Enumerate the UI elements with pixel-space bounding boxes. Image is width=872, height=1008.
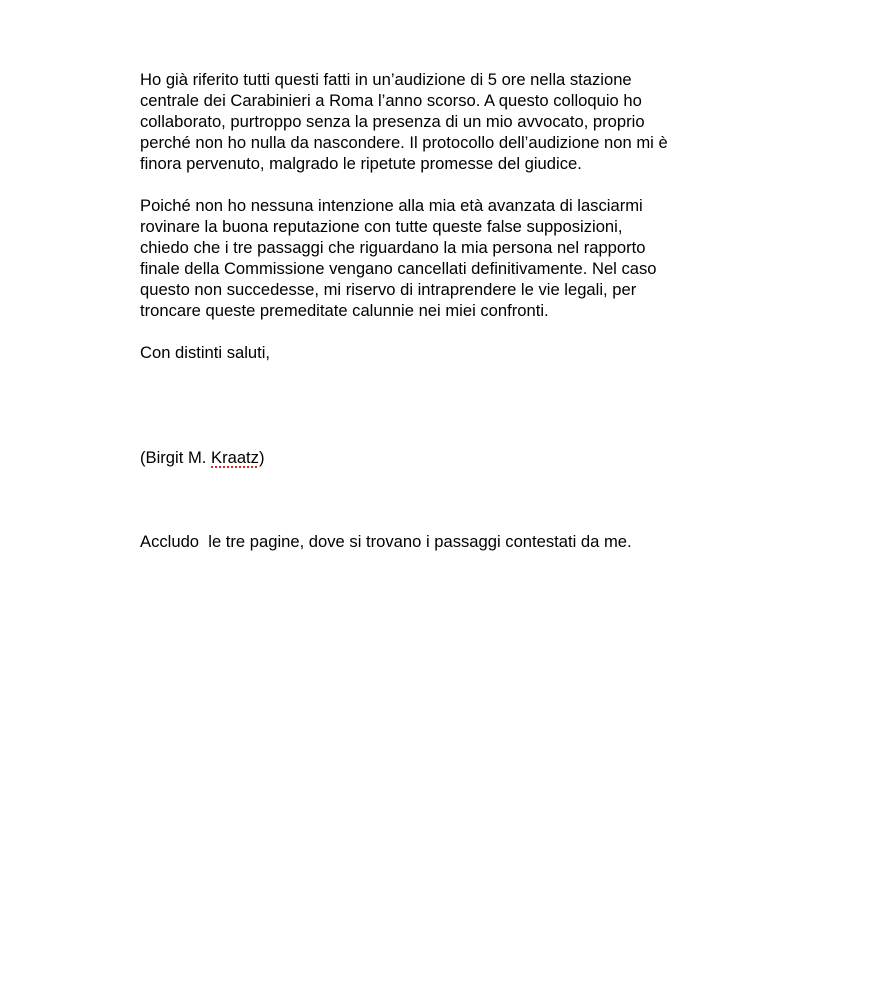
signature-line	[140, 447, 740, 468]
text-line: Poiché non ho nessuna intenzione alla mia età avanzata di lasciarmi	[140, 196, 643, 215]
closing-salutation	[140, 342, 740, 363]
text-line: rovinare la buona reputazione con tutte queste false supposizioni,	[140, 217, 623, 236]
text-line: finale della Commissione vengano cancellati definitivamente. Nel caso	[140, 259, 657, 278]
text-line: questo non succedesse, mi riservo di intraprendere le vie legali, per	[140, 280, 637, 299]
paragraph-request	[140, 195, 740, 321]
closing-text: Con distinti saluti,	[140, 343, 271, 362]
paragraph-audizione	[140, 69, 740, 174]
signature-prefix: (Birgit M.	[140, 448, 211, 467]
text-line: chiedo che i tre passaggi che riguardano la mia persona nel rapporto	[140, 238, 646, 257]
text-line: collaborato, purtroppo senza la presenza di un mio avvocato, proprio	[140, 112, 645, 131]
signature-suffix: )	[258, 448, 265, 467]
enclosure-note	[140, 531, 740, 552]
signature-name	[140, 447, 740, 468]
spellcheck-flagged-word[interactable]: Kraatz	[211, 448, 259, 467]
text-line: centrale dei Carabinieri a Roma l’anno scorso. A questo colloquio ho	[140, 91, 642, 110]
enclosure-text: Accludo le tre pagine, dove si trovano i passaggi contestati da me.	[140, 532, 632, 551]
text-line: perché non ho nulla da nascondere. Il protocollo dell’audizione non mi è	[140, 133, 668, 152]
text-line: Ho già riferito tutti questi fatti in un’audizione di 5 ore nella stazione	[140, 70, 632, 89]
text-line: finora pervenuto, malgrado le ripetute promesse del giudice.	[140, 154, 582, 173]
text-line: troncare queste premeditate calunnie nei miei confronti.	[140, 301, 549, 320]
